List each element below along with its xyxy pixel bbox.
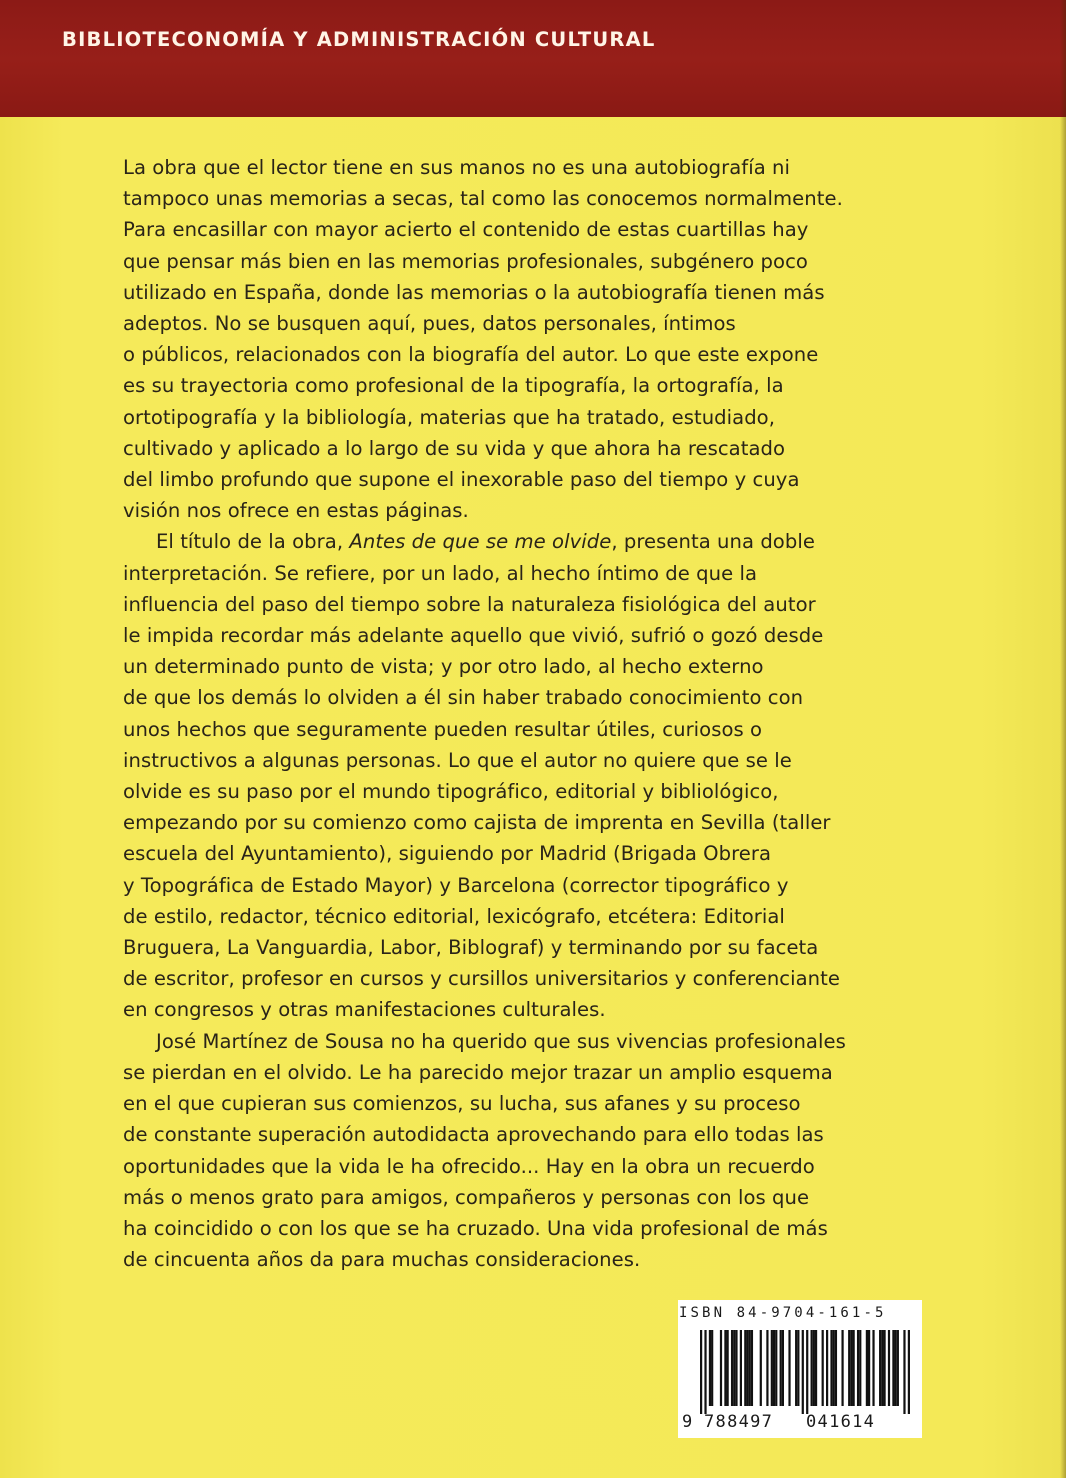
barcode-bar [775, 1330, 777, 1406]
blurb-line: más o menos grato para amigos, compañeros y personas con los que [123, 1185, 810, 1209]
barcode-bar [859, 1330, 861, 1406]
blurb-text: , presenta una doble [611, 530, 815, 554]
blurb-line: unos hechos que seguramente pueden resultar útiles, curiosos o [123, 717, 763, 741]
barcode-bar [773, 1330, 775, 1406]
barcode-bar [724, 1330, 726, 1406]
series-band [0, 0, 1066, 117]
barcode-bar [760, 1330, 762, 1406]
barcode-bar [704, 1330, 706, 1414]
ean-right-digits: 041614 [806, 1412, 876, 1432]
blurb-line: influencia del paso del tiempo sobre la naturaleza fisiológica del autor [123, 592, 816, 616]
blurb-line: se pierdan en el olvido. Le ha parecido mejor trazar un amplio esquema [123, 1060, 833, 1084]
barcode-bar [806, 1330, 808, 1414]
blurb-line: de cincuenta años da para muchas consideraciones. [123, 1248, 641, 1272]
barcode-bar [833, 1330, 835, 1406]
blurb-line: en el que cupieran sus comienzos, su lucha, sus afanes y su proceso [123, 1092, 801, 1116]
barcode-bar [897, 1330, 899, 1406]
barcode-bar [815, 1330, 817, 1406]
blurb-line: visión nos ofrece en estas páginas. [123, 499, 469, 523]
barcode-bar [881, 1330, 883, 1406]
barcode-bar [879, 1330, 881, 1406]
barcode-bar [731, 1330, 733, 1406]
barcode-bar [746, 1330, 748, 1406]
barcode-bar [709, 1330, 711, 1406]
blurb-line: es su trayectoria como profesional de la tipografía, la ortografía, la [123, 374, 784, 398]
blurb-line: interpretación. Se refiere, por un lado, al hecho íntimo de que la [123, 561, 758, 585]
barcode-bar [744, 1330, 746, 1406]
blurb-line: adeptos. No se busquen aquí, pues, datos personales, íntimos [123, 312, 736, 336]
isbn-label: ISBN 84-9704-161-5 [679, 1305, 887, 1321]
blurb-line-with-title [123, 526, 945, 557]
barcode-bar [788, 1330, 790, 1406]
blurb-line: Para encasillar con mayor acierto el contenido de estas cuartillas hay [123, 218, 809, 242]
barcode-bar [888, 1330, 890, 1406]
barcode-bar [813, 1330, 815, 1406]
blurb-line: de estilo, redactor, técnico editorial, lexicógrafo, etcétera: Editorial [123, 904, 785, 928]
barcode-bar [868, 1330, 870, 1406]
blurb-line: de que los demás lo olviden a él sin haber trabado conocimiento con [123, 686, 804, 710]
barcode-bar [771, 1330, 773, 1406]
barcode-bar [811, 1330, 813, 1406]
blurb-line: empezando por su comienzo como cajista de imprenta en Sevilla (taller [123, 811, 831, 835]
blurb-line: instructivos a algunas personas. Lo que el autor no quiere que se le [123, 748, 792, 772]
blurb-line: de constante superación autodidacta aprovechando para ello todas las [123, 1123, 824, 1147]
barcode-bar [733, 1330, 735, 1406]
barcode-bar [892, 1330, 894, 1406]
barcode-bar [727, 1330, 729, 1406]
barcode-bar [782, 1330, 784, 1406]
book-title-italic: Antes de que se me olvide [349, 530, 612, 554]
blurb-line: le impida recordar más adelante aquello que vivió, sufrió o gozó desde [123, 624, 824, 648]
barcode-bar [835, 1330, 837, 1406]
barcode-bar [797, 1330, 799, 1406]
ean-first-digit: 9 [682, 1412, 693, 1432]
barcode-bar [749, 1330, 751, 1406]
blurb-line: en congresos y otras manifestaciones culturales. [123, 998, 606, 1022]
barcode-bar [802, 1330, 804, 1414]
blurb-line: cultivado y aplicado a lo largo de su vida y que ahora ha rescatado [123, 436, 786, 460]
barcode-bar [853, 1330, 855, 1406]
barcode-bar [766, 1330, 768, 1406]
ean-left-digits: 788497 [704, 1412, 774, 1432]
blurb-line: ortotipografía y la bibliología, materias que ha tratado, estudiado, [123, 405, 776, 429]
blurb-line: y Topográfica de Estado Mayor) y Barcelona (corrector tipográfico y [123, 873, 789, 897]
series-title: BIBLIOTECONOMÍA Y ADMINISTRACIÓN CULTURAL [62, 28, 656, 51]
barcode-bar [740, 1330, 742, 1406]
barcode-bar [850, 1330, 852, 1406]
blurb-line: José Martínez de Sousa no ha querido que sus vivencias profesionales [156, 1029, 846, 1053]
barcode-bar [720, 1330, 722, 1406]
blurb-text: El título de la obra, [156, 530, 350, 554]
barcode-bar [841, 1330, 843, 1406]
barcode-bar [735, 1330, 737, 1406]
blurb-line: del limbo profundo que supone el inexorable paso del tiempo y cuya [123, 468, 800, 492]
barcode-bar [830, 1330, 832, 1406]
blurb-line: utilizado en España, donde las memorias o la autobiografía tienen más [123, 280, 825, 304]
barcode-bar [848, 1330, 850, 1406]
barcode-bar [711, 1330, 713, 1406]
barcode-bar [883, 1330, 885, 1406]
barcode-icon [700, 1330, 910, 1414]
blurb-line: Bruguera, La Vanguardia, Labor, Biblograf) y terminando por su faceta [123, 936, 819, 960]
barcode-bar [872, 1330, 874, 1406]
blurb-line: o públicos, relacionados con la biografía del autor. Lo que este expone [123, 343, 819, 367]
barcode-bar [780, 1330, 782, 1406]
barcode-bar [895, 1330, 897, 1406]
barcode-bar [822, 1330, 824, 1406]
barcode-bar [826, 1330, 828, 1406]
blurb-line: tampoco unas memorias a secas, tal como las conocemos normalmente. [123, 187, 843, 211]
blurb-line: oportunidades que la vida le ha ofrecido... Hay en la obra un recuerdo [123, 1154, 815, 1178]
barcode-bar [751, 1330, 753, 1406]
back-cover-blurb [123, 152, 945, 1275]
barcode-bar [857, 1330, 859, 1406]
blurb-line: olvide es su paso por el mundo tipográfico, editorial y bibliológico, [123, 780, 779, 804]
barcode-bar [866, 1330, 868, 1406]
blurb-line: un determinado punto de vista; y por otro lado, al hecho externo [123, 655, 764, 679]
blurb-line: escuela del Ayuntamiento), siguiendo por Madrid (Brigada Obrera [123, 842, 772, 866]
blurb-line: de escritor, profesor en cursos y cursillos universitarios y conferenciante [123, 967, 840, 991]
barcode-bar [903, 1330, 905, 1414]
barcode-bar [795, 1330, 797, 1406]
barcode-bar [700, 1330, 702, 1414]
blurb-line: ha coincidido o con los que se ha cruzado. Una vida profesional de más [123, 1216, 828, 1240]
blurb-line: que pensar más bien en las memorias profesionales, subgénero poco [123, 249, 808, 273]
barcode-bar [908, 1330, 910, 1414]
blurb-line: La obra que el lector tiene en sus manos no es una autobiografía ni [123, 156, 790, 179]
